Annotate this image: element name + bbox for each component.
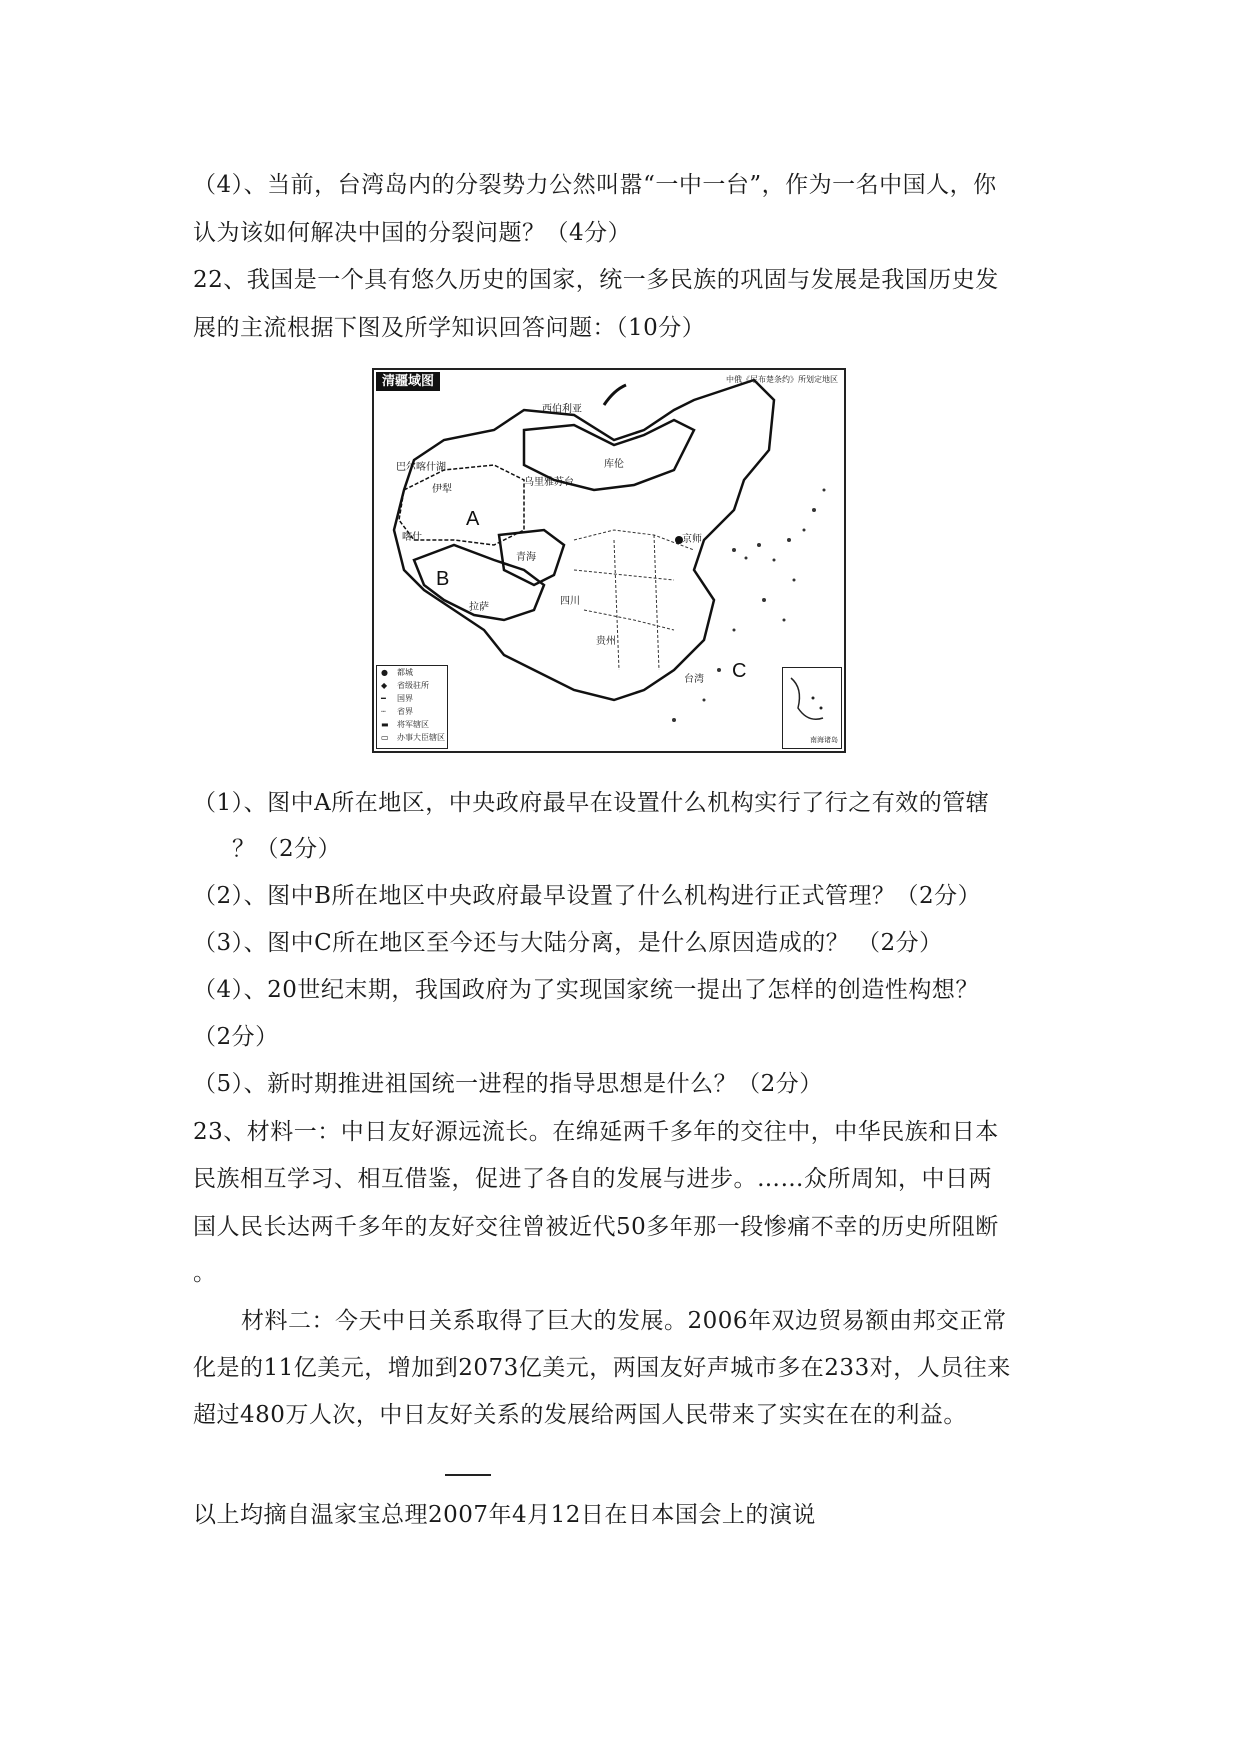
map-letter-c: C bbox=[732, 660, 747, 682]
sub-question-1-line-1: （1）、图中A所在地区，中央政府最早在设置什么机构实行了行之有效的管辖 bbox=[193, 790, 990, 816]
map-label-taiwan: 台湾 bbox=[684, 674, 704, 685]
sub-question-5: （5）、新时期推进祖国统一进程的指导思想是什么？（2分） bbox=[193, 1071, 823, 1097]
map-letter-a: A bbox=[466, 508, 480, 530]
legend-item: ┄ 省界 bbox=[381, 707, 413, 716]
legend-item: ◆ 省级驻所 bbox=[381, 681, 429, 690]
question-line-1: （4）、当前，台湾岛内的分裂势力公然叫嚣“一中一台”，作为一名中国人，你 bbox=[193, 172, 997, 198]
map-label-lhasa: 拉萨 bbox=[469, 602, 489, 613]
sub-question-3: （3）、图中C所在地区至今还与大陆分离，是什么原因造成的？ （2分） bbox=[193, 930, 943, 956]
map-label-uliastai: 乌里雅苏台 bbox=[524, 477, 574, 488]
map-label-jingshi: 京师 bbox=[682, 534, 702, 545]
map-legend bbox=[376, 665, 448, 749]
sub-question-4-line-2: （2分） bbox=[193, 1024, 279, 1050]
question-22-line-1: 22、我国是一个具有悠久历史的国家，统一多民族的巩固与发展是我国历史发 bbox=[193, 267, 999, 293]
legend-item: ▬ 将军辖区 bbox=[381, 720, 429, 729]
inset-caption: 南海诸岛 bbox=[810, 736, 838, 744]
province-lines bbox=[574, 530, 694, 670]
sub-question-1-line-2: ？（2分） bbox=[232, 836, 342, 862]
legend-item: ▭ 办事大臣辖区 bbox=[381, 733, 445, 742]
question-23-line-2: 民族相互学习、相互借鉴，促进了各自的发展与进步。……众所周知，中日两 bbox=[193, 1166, 992, 1192]
map-label-kashgar: 喀什 bbox=[402, 532, 422, 543]
south-sea-inset bbox=[782, 667, 842, 749]
material-2-line-2: 化是的11亿美元，增加到2073亿美元，两国友好声城市多在233对，人员往来 bbox=[193, 1355, 1011, 1381]
attribution-dash bbox=[445, 1474, 491, 1476]
map-label-qinghai: 青海 bbox=[516, 552, 536, 563]
map-label-guizhou: 贵州 bbox=[596, 636, 616, 647]
map-label-balkhash: 巴尔喀什湖 bbox=[396, 462, 446, 473]
map-note: 中俄《尼布楚条约》所划定地区 bbox=[726, 375, 838, 384]
material-2-line-3: 超过480万人次，中日友好关系的发展给两国人民带来了实实在在的利益。 bbox=[193, 1402, 967, 1428]
map-label-sichuan: 四川 bbox=[560, 596, 580, 607]
question-23-line-3: 国人民长达两千多年的友好交往曾被近代50多年那一段惨痛不幸的历史所阻断 bbox=[193, 1214, 999, 1240]
question-23-line-4: 。 bbox=[193, 1260, 217, 1286]
material-2-line-1: 材料二：今天中日关系取得了巨大的发展。2006年双边贸易额由邦交正常 bbox=[241, 1308, 1007, 1334]
map-letter-b: B bbox=[436, 568, 450, 590]
map-label-siberia: 西伯利亚 bbox=[542, 404, 582, 415]
question-line-2: 认为该如何解决中国的分裂问题？（4分） bbox=[193, 220, 632, 246]
question-22-line-2: 展的主流根据下图及所学知识回答问题：（10分） bbox=[193, 315, 706, 341]
legend-item: ━ 国界 bbox=[381, 694, 413, 703]
sub-question-2: （2）、图中B所在地区中央政府最早设置了什么机构进行正式管理？（2分） bbox=[193, 883, 982, 909]
map-label-kulun: 库伦 bbox=[604, 459, 624, 470]
map-title: 清疆域图 bbox=[376, 372, 440, 391]
attribution-line: 以上均摘自温家宝总理2007年4月12日在日本国会上的演说 bbox=[193, 1502, 816, 1528]
qing-territory-map bbox=[372, 368, 846, 753]
question-23-line-1: 23、材料一：中日友好源远流长。在绵延两千多年的交往中，中华民族和日本 bbox=[193, 1119, 999, 1145]
baikal-lake bbox=[604, 385, 626, 405]
map-label-ili: 伊犁 bbox=[432, 484, 452, 495]
legend-item: ● 都城 bbox=[381, 668, 413, 677]
sub-question-4-line-1: （4）、20世纪末期，我国政府为了实现国家统一提出了怎样的创造性构想？ bbox=[193, 977, 979, 1003]
